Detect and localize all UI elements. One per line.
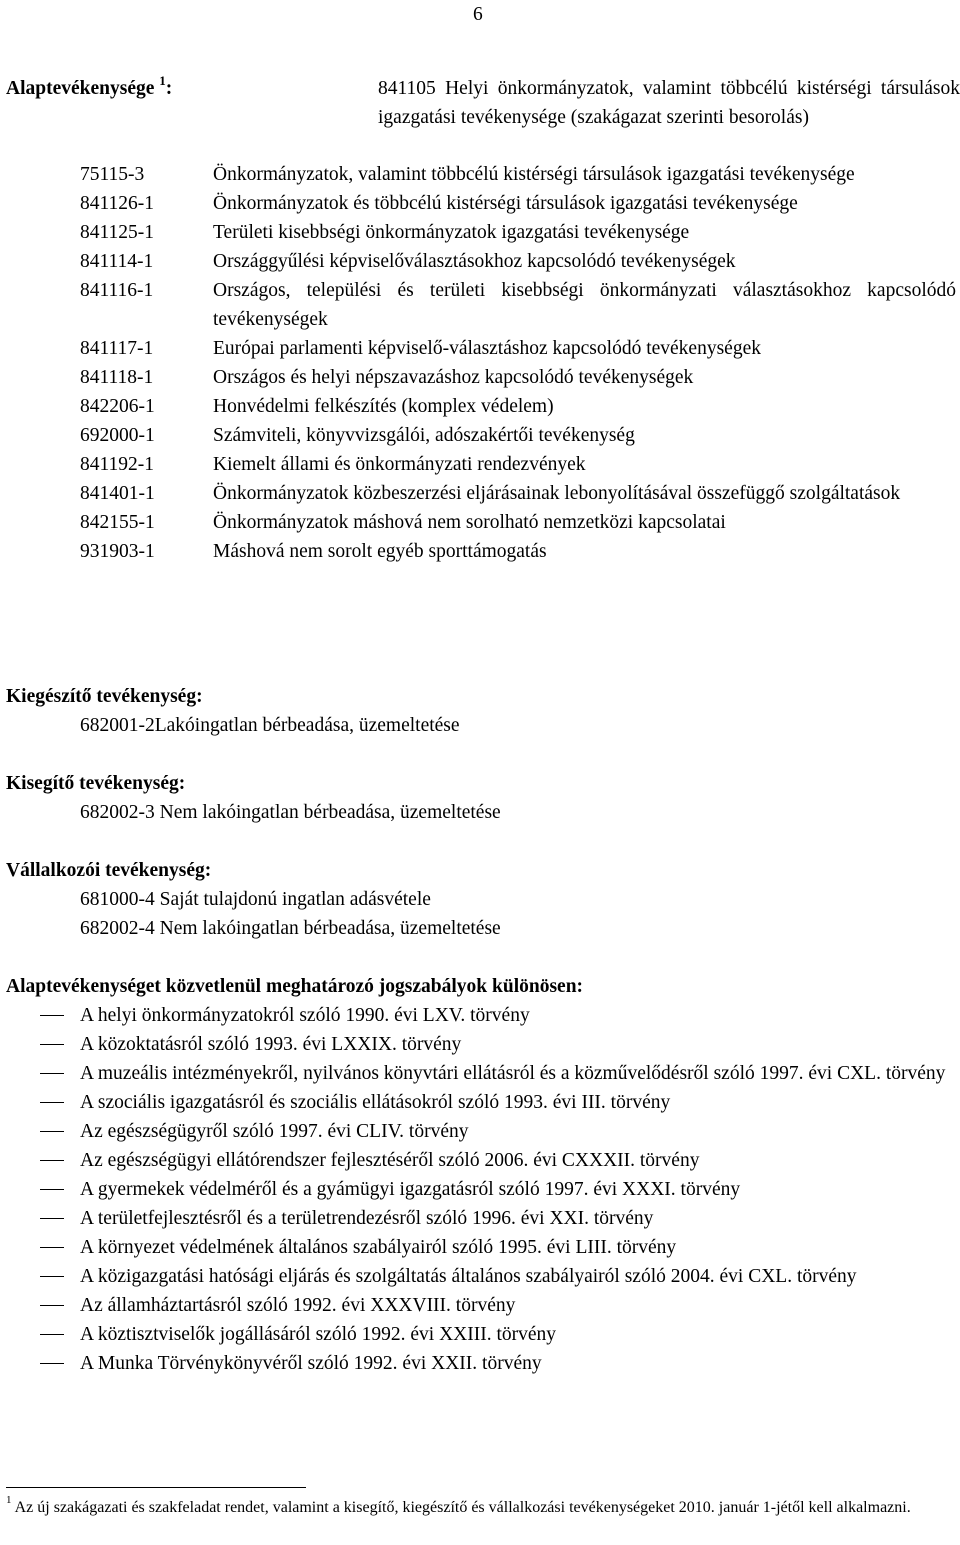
activity-code-table [80, 160, 956, 566]
dash-bullet [40, 1015, 64, 1016]
activity-code: 842155-1 [80, 512, 155, 533]
activity-description: Országgyűlési képviselőválasztásokhoz kapcsolódó tevékenységek [213, 251, 736, 272]
law-item [0, 1349, 956, 1378]
dash-bullet [40, 1073, 64, 1074]
law-item [0, 1204, 956, 1233]
dash-bullet [40, 1276, 64, 1277]
law-text: A gyermekek védelméről és a gyámügyi igazgatásról szóló 1997. évi XXXI. törvény [80, 1179, 741, 1200]
activity-description: Máshová nem sorolt egyéb sporttámogatás [213, 541, 547, 562]
laws-list [0, 1001, 956, 1378]
activity-code-row [80, 421, 956, 450]
activity-description: Önkormányzatok és többcélú kistérségi társulások igazgatási tevékenysége [213, 193, 798, 214]
dash-bullet [40, 1189, 64, 1190]
law-text: Az egészségügyről szóló 1997. évi CLIV. törvény [80, 1121, 469, 1142]
law-text: A muzeális intézményekről, nyilvános könyvtári ellátásról és a közművelődésről szóló 1997. évi CXL. törvény [80, 1063, 946, 1084]
law-text: Az államháztartásról szóló 1992. évi XXXVIII. törvény [80, 1295, 516, 1316]
main-activity-description: 841105 Helyi önkormányzatok, valamint többcélú kistérségi társulások igazgatási tevékenysége (szakágazat szerinti besorolás) [378, 78, 960, 128]
activity-code: 931903-1 [80, 541, 155, 562]
activity-code: 841116-1 [80, 280, 154, 301]
footnote [6, 1493, 956, 1519]
activity-code: 842206-1 [80, 396, 155, 417]
dash-bullet [40, 1160, 64, 1161]
main-activity-title-text: Alaptevékenysége [6, 78, 155, 99]
dash-bullet [40, 1363, 64, 1364]
activity-description: Honvédelmi felkészítés (komplex védelem) [213, 396, 554, 417]
activity-description: Önkormányzatok, valamint többcélú kistérségi társulások igazgatási tevékenysége [213, 164, 855, 185]
activity-code: 841192-1 [80, 454, 155, 475]
activity-code: 841125-1 [80, 222, 155, 243]
law-text: A Munka Törvénykönyvéről szóló 1992. évi XXII. törvény [80, 1353, 542, 1374]
dash-bullet [40, 1305, 64, 1306]
auxiliary-item: 682002-3 Nem lakóingatlan bérbeadása, üzemeltetése [80, 802, 501, 823]
activity-code: 75115-3 [80, 164, 145, 185]
activity-code: 841401-1 [80, 483, 155, 504]
law-text: A köztisztviselők jogállásáról szóló 1992. évi XXIII. törvény [80, 1324, 557, 1345]
law-item [0, 1146, 956, 1175]
law-item [0, 1291, 956, 1320]
activity-code-row [80, 479, 956, 508]
dash-bullet [40, 1334, 64, 1335]
footnote-text: Az új szakágazati és szakfeladat rendet, valamint a kisegítő, kiegészítő és vállalkozási tevékenységeket 2010. január 1-jétől kell alkalmazni. [14, 1499, 911, 1516]
law-text: A környezet védelmének általános szabályairól szóló 1995. évi LIII. törvény [80, 1237, 677, 1258]
activity-code-row [80, 508, 956, 537]
law-item [0, 1233, 956, 1262]
auxiliary-heading: Kisegítő tevékenység: [6, 773, 186, 794]
dash-bullet [40, 1247, 64, 1248]
supplementary-heading: Kiegészítő tevékenység: [6, 686, 203, 707]
law-item [0, 1030, 956, 1059]
activity-code: 841126-1 [80, 193, 155, 214]
law-text: Az egészségügyi ellátórendszer fejlesztéséről szóló 2006. évi CXXXII. törvény [80, 1150, 700, 1171]
activity-description: Országos, települési és területi kisebbségi önkormányzati választásokhoz kapcsolódó tevékenységek [213, 280, 956, 330]
law-item [0, 1320, 956, 1349]
entrepreneurial-heading: Vállalkozói tevékenység: [6, 860, 212, 881]
activity-code-row [80, 189, 956, 218]
law-text: A közoktatásról szóló 1993. évi LXXIX. törvény [80, 1034, 462, 1055]
entrepreneurial-item: 682002-4 Nem lakóingatlan bérbeadása, üzemeltetése [80, 918, 501, 939]
law-text: A területfejlesztésről és a területrendezésről szóló 1996. évi XXI. törvény [80, 1208, 654, 1229]
laws-heading: Alaptevékenységet közvetlenül meghatározó jogszabályok különösen: [6, 976, 584, 997]
activity-code-row [80, 218, 956, 247]
activity-code-row [80, 160, 956, 189]
activity-code-row [80, 334, 956, 363]
dash-bullet [40, 1218, 64, 1219]
page-number: 6 [473, 4, 483, 25]
law-item [0, 1059, 956, 1088]
activity-code-row [80, 392, 956, 421]
activity-description: Kiemelt állami és önkormányzati rendezvények [213, 454, 586, 475]
supplementary-item: 682001-2Lakóingatlan bérbeadása, üzemeltetése [80, 715, 460, 736]
law-item [0, 1001, 956, 1030]
activity-code-row [80, 363, 956, 392]
activity-code: 841118-1 [80, 367, 154, 388]
activity-description: Számviteli, könyvvizsgálói, adószakértői tevékenység [213, 425, 635, 446]
law-item [0, 1262, 956, 1291]
dash-bullet [40, 1131, 64, 1132]
footnote-reference: 1 [159, 72, 166, 88]
activity-code: 692000-1 [80, 425, 155, 446]
main-activity-colon: : [165, 78, 173, 99]
activity-description: Országos és helyi népszavazáshoz kapcsolódó tevékenységek [213, 367, 694, 388]
activity-code: 841114-1 [80, 251, 154, 272]
activity-code-row [80, 450, 956, 479]
activity-description: Önkormányzatok máshová nem sorolható nemzetközi kapcsolatai [213, 512, 726, 533]
law-item [0, 1175, 956, 1204]
law-text: A szociális igazgatásról és szociális ellátásokról szóló 1993. évi III. törvény [80, 1092, 671, 1113]
dash-bullet [40, 1044, 64, 1045]
entrepreneurial-item: 681000-4 Saját tulajdonú ingatlan adásvétele [80, 889, 431, 910]
activity-description: Európai parlamenti képviselő-választáshoz kapcsolódó tevékenységek [213, 338, 761, 359]
activity-code-row [80, 247, 956, 276]
law-text: A helyi önkormányzatokról szóló 1990. évi LXV. törvény [80, 1005, 530, 1026]
footnote-separator [6, 1487, 306, 1488]
law-item [0, 1117, 956, 1146]
law-item [0, 1088, 956, 1117]
dash-bullet [40, 1102, 64, 1103]
activity-code: 841117-1 [80, 338, 154, 359]
activity-description: Önkormányzatok közbeszerzési eljárásainak lebonyolításával összefüggő szolgáltatások [213, 483, 901, 504]
footnote-mark: 1 [6, 1493, 12, 1506]
activity-code-row [80, 276, 956, 334]
law-text: A közigazgatási hatósági eljárás és szolgáltatás általános szabályairól szóló 2004. évi CXL. törvény [80, 1266, 857, 1287]
activity-description: Területi kisebbségi önkormányzatok igazgatási tevékenysége [213, 222, 690, 243]
main-activity-title [6, 74, 172, 103]
activity-code-row [80, 537, 956, 566]
